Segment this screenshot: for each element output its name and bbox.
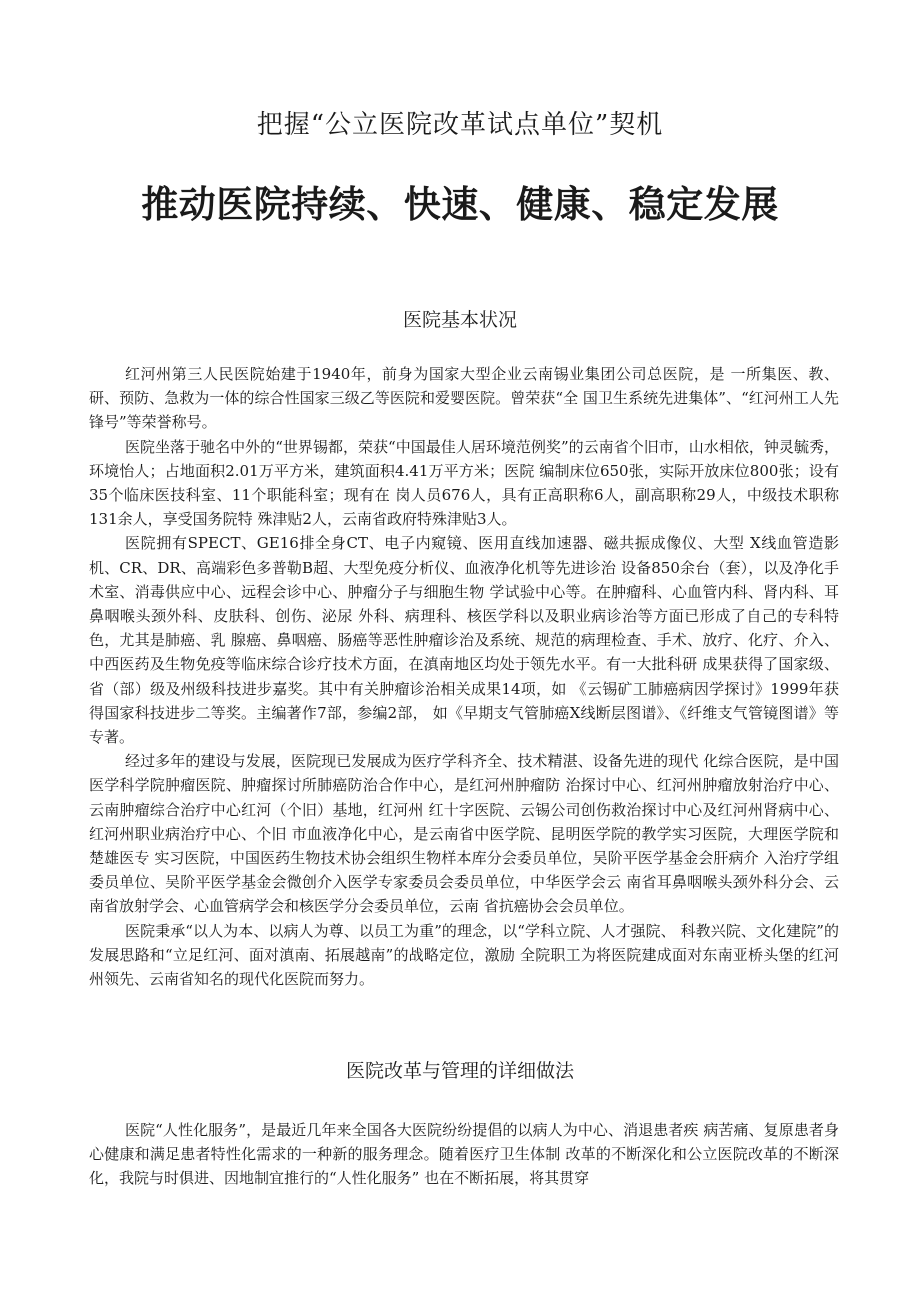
paragraph: 经过多年的建设与发展，医院现已发展成为医疗学科齐全、技术精湛、设备先进的现代 化综合医院，是中国医学科学院肿瘤医院、肿瘤探讨所肺癌防治合作中心，是红河州肿瘤防 治探讨中心、红河州肿瘤放射治疗中心、云南肿瘤综合治疗中心红河（个旧）基地，红河州 红十字医院、云锡公司创伤救治探讨中心及红河州肾病中心、红河州职业病治疗中心、个旧 市血液净化中心，是云南省中医学院、昆明医学院的教学实习医院，大理医学院和楚雄医专 实习医院，中国医药生物技术协会组织生物样本库分会委员单位，吴阶平医学基金会肝病介 入治疗学组委员单位、吴阶平医学基金会微创介入医学专家委员会委员单位，中华医学会云 南省耳鼻咽喉头颈外科分会、云南省放射学会、心血管病学会和核医学分会委员单位，云南 省抗癌协会会员单位。 xyxy=(89,752,839,916)
paragraph: 医院拥有SPECT、GE16排全身CT、电子内窥镜、医用直线加速器、磁共振成像仪、大型 X线血管造影机、CR、DR、高端彩色多普勒B超、大型免疫分析仪、血液净化机等先进诊治 设备850余台（套），以及净化手术室、消毒供应中心、远程会诊中心、肿瘤分子与细胞生物 学试验中心等。在肿瘤科、心血管内科、肾内科、耳鼻咽喉头颈外科、皮肤科、创伤、泌尿 外科、病理科、核医学科以及职业病诊治等方面已形成了自己的专科特色，尤其是肺癌、乳 腺癌、鼻咽癌、肠癌等恶性肿瘤诊治及系统、规范的病理检查、手术、放疗、化疗、介入、 中西医药及生物免疫等临床综合诊疗技术方面，在滇南地区均处于领先水平。有一大批科研 成果获得了国家级、省（部）级及州级科技进步嘉奖。其中有关肿瘤诊治相关成果14项，如 《云锡矿工肺癌病因学探讨》1999年获得国家科技进步二等奖。主编著作7部，参编2部， 如《早期支气管肺癌X线断层图谱》、《纤维支气管镜图谱》等专著。 xyxy=(89,534,839,747)
paragraph: 红河州第三人民医院始建于1940年，前身为国家大型企业云南锡业集团公司总医院，是 一所集医、教、研、预防、急救为一体的综合性国家三级乙等医院和爱婴医院。曾荣获“全 国卫生系统先进集体”、“红河州工人先锋号”等荣誉称号。 xyxy=(89,365,839,432)
document-title: 推动医院持续、快速、健康、稳定发展 xyxy=(141,183,779,226)
section-heading-basic-status: 医院基本状况 xyxy=(402,309,517,331)
section-body-reform-practice xyxy=(89,1118,839,1191)
paragraph: 医院“人性化服务”，是最近几年来全国各大医院纷纷提倡的以病人为中心、消退患者疾 病苦痛、复原患者身心健康和满足患者特性化需求的一种新的服务理念。随着医疗卫生体制 改革的不断深化和公立医院改革的不断深化，我院与时俱进、因地制宜推行的“人性化服务” 也在不断拓展，将其贯穿 xyxy=(89,1121,839,1188)
section-body-basic-status xyxy=(89,362,839,991)
section-heading-reform-practice: 医院改革与管理的详细做法 xyxy=(345,1060,574,1082)
paragraph: 医院秉承“以人为本、以病人为尊、以员工为重”的理念，以“学科立院、人才强院、 科教兴院、文化建院”的发展思路和“立足红河、面对滇南、拓展越南”的战略定位，激励 全院职工为将医院建成面对东南亚桥头堡的红河州领先、云南省知名的现代化医院而努力。 xyxy=(89,921,839,989)
paragraph: 医院坐落于驰名中外的“世界锡都，荣获“中国最佳人居环境范例奖”的云南省个旧市，山水相依，钟灵毓秀，环境怡人；占地面积2.01万平方米，建筑面积4.41万平方米；医院 编制床位650张，实际开放床位800张；设有35个临床医技科室、11个职能科室；现有在 岗人员676人，具有正高职称6人，副高职称29人，中级技术职称131余人，享受国务院特 殊津贴2人，云南省政府特殊津贴3人。 xyxy=(89,437,839,529)
document-subtitle: 把握“公立医院改革试点单位”契机 xyxy=(256,110,664,140)
